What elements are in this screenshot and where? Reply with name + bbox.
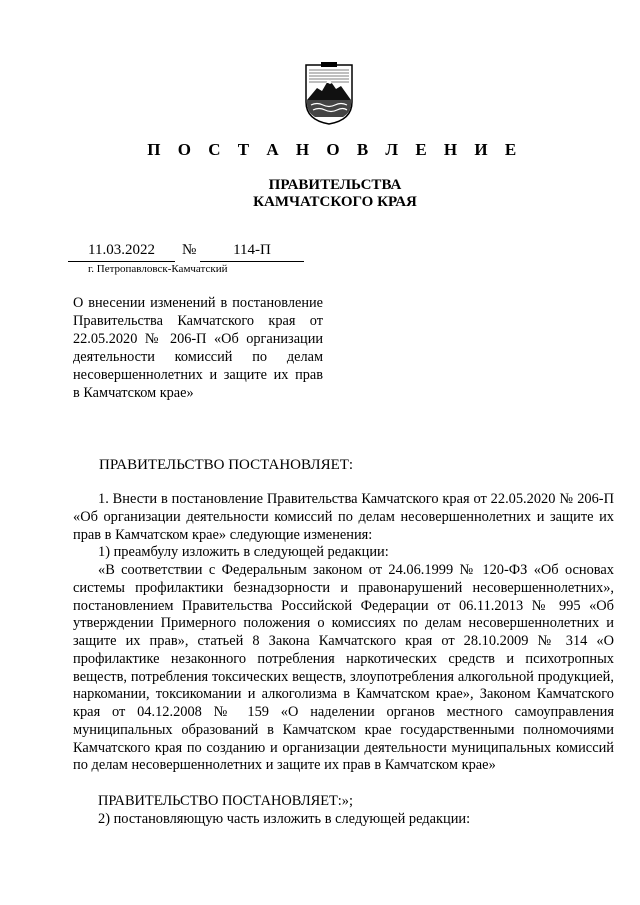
paragraph-subitem-2: 2) постановляющую часть изложить в следующей редакции: [98,810,471,827]
document-title: П О С Т А Н О В Л Е Н И Е [147,140,523,159]
subject-last-line: в Камчатском крае» [73,385,194,402]
issue-city: г. Петропавловск-Камчатский [88,263,228,275]
decree-heading: ПРАВИТЕЛЬСТВО ПОСТАНОВЛЯЕТ: [99,457,354,473]
document-number: 114-П [233,242,271,258]
number-underline [200,261,304,262]
preamble-quote: «В соответствии с Федеральным законом от 24.06.1999 № 120-ФЗ «Об основах системы профилактики безнадзорности и правонарушений несовершеннолетних», постановлением Правительства Российской Федерации от 06.11.2013 № 995 «Об утверждении Примерного положения о комиссиях по делам несовершеннолетних и защите их прав», статьей 8 Закона Камчатского края от 28.10.2009 № 314 «О профилактике незаконного потребления наркотических средств и психотропных веществ, потребления токсических веществ, злоупотребления алкогольной продукцией, наркомании, токсикомании и алкоголизма в Камчатском крае», Законом Камчатского края от 04.12.2008 № 159 «О наделении органов местного самоуправления муниципальных образований в Камчатском крае государственными полномочиями Камчатского края по созданию и организации деятельности муниципальных комиссий по делам несовершеннолетних и защите их прав в Камчатском крае» [73,562,614,774]
number-sign: № [182,242,197,258]
subject-text: О внесении изменений в постановление Правительства Камчатского края от 22.05.2020 № 206-П «Об организации деятельности комиссий по делам несовершеннолетних и защите их прав [73,295,323,384]
document-subject [73,294,323,403]
quoted-decree-heading: ПРАВИТЕЛЬСТВО ПОСТАНОВЛЯЕТ:»; [98,793,353,809]
issuer-line-2: КАМЧАТСКОГО КРАЯ [253,194,417,210]
paragraph-item-1: 1. Внести в постановление Правительства Камчатского края от 22.05.2020 № 206-П «Об организации деятельности комиссий по делам несовершеннолетних и защите их прав в Камчатском крае» следующие изменения: [73,491,614,543]
paragraph-subitem-1: 1) преамбулу изложить в следующей редакции: [98,544,389,561]
issuer-line-1: ПРАВИТЕЛЬСТВА [268,177,402,193]
decree-body [73,491,614,829]
kamchatka-coat-of-arms-icon [303,62,355,126]
date-underline [68,261,175,262]
document-date: 11.03.2022 [88,242,155,258]
